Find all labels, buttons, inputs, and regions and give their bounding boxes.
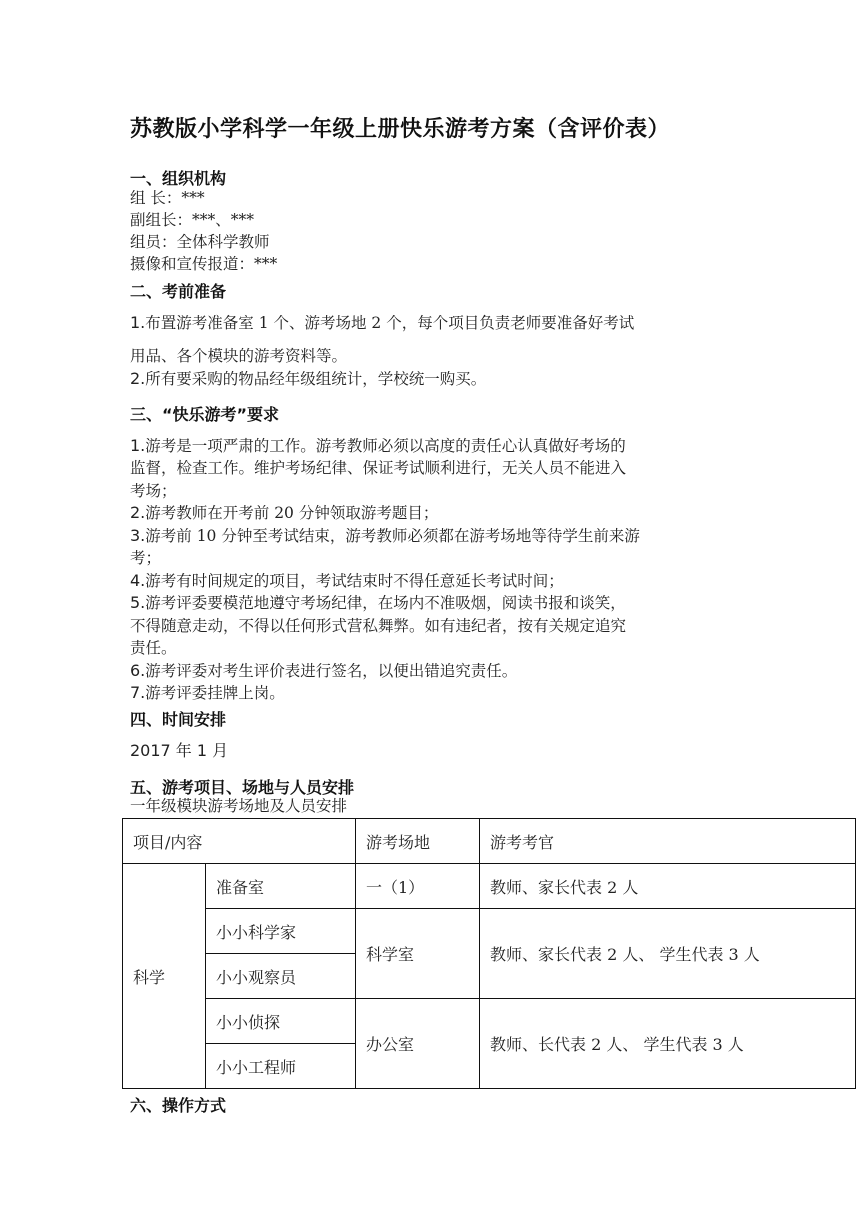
examiner-cell: 教师、家长代表 2 人 bbox=[480, 864, 856, 909]
prep-item-2-number: 2. bbox=[130, 369, 146, 388]
item-cell: 小小工程师 bbox=[206, 1044, 356, 1089]
prep-item-1-text: 布置游考准备室 1 个、游考场地 2 个，每个项目负责老师要准备好考试 bbox=[145, 314, 635, 332]
table-caption: 一年级模块游考场地及人员安排 bbox=[130, 797, 348, 815]
req-item-5-line-2: 不得随意走动，不得以任何形式营私舞弊。如有违纪者，按有关规定追究 bbox=[130, 617, 627, 635]
req-item-5 bbox=[130, 592, 740, 614]
req-item-6 bbox=[130, 660, 740, 682]
section-heading-preparation: 二、考前准备 bbox=[130, 282, 227, 301]
table-row bbox=[123, 864, 856, 909]
section-heading-organization: 一、组织机构 bbox=[130, 169, 227, 188]
req-item-6-number: 6. bbox=[130, 661, 146, 680]
schedule-date: 2017 年 1 月 bbox=[130, 741, 229, 760]
req-item-1-number: 1. bbox=[130, 436, 146, 455]
section-heading-schedule: 四、时间安排 bbox=[130, 710, 227, 729]
header-item-content: 项目/内容 bbox=[123, 819, 356, 864]
header-examiner: 游考考官 bbox=[480, 819, 856, 864]
req-item-7 bbox=[130, 682, 740, 704]
table-row bbox=[123, 999, 856, 1044]
req-item-2 bbox=[130, 502, 740, 524]
item-cell: 小小观察员 bbox=[206, 954, 356, 999]
examiner-cell: 教师、长代表 2 人、 学生代表 3 人 bbox=[480, 999, 856, 1089]
req-item-4-text: 游考有时间规定的项目，考试结束时不得任意延长考试时间； bbox=[145, 572, 564, 590]
arrangement-table bbox=[122, 818, 856, 1089]
req-item-5-text: 游考评委要模范地遵守考场纪律，在场内不准吸烟，阅读书报和谈笑， bbox=[145, 594, 626, 612]
section-heading-arrangement: 五、游考项目、场地与人员安排 bbox=[130, 778, 355, 797]
req-item-6-text: 游考评委对考生评价表进行签名，以便出错追究责任。 bbox=[145, 662, 518, 680]
prep-item-1 bbox=[130, 312, 740, 334]
req-item-4 bbox=[130, 570, 740, 592]
req-item-7-number: 7. bbox=[130, 683, 146, 702]
header-venue: 游考场地 bbox=[356, 819, 480, 864]
venue-cell: 科学室 bbox=[356, 909, 480, 999]
req-item-1-text: 游考是一项严肃的工作。游考教师必须以高度的责任心认真做好考场的 bbox=[145, 437, 626, 455]
org-media-line: 摄像和宣传报道：*** bbox=[130, 255, 278, 273]
examiner-cell: 教师、家长代表 2 人、 学生代表 3 人 bbox=[480, 909, 856, 999]
req-item-7-text: 游考评委挂牌上岗。 bbox=[145, 684, 285, 702]
venue-cell: 办公室 bbox=[356, 999, 480, 1089]
req-item-5-line-3: 责任。 bbox=[130, 639, 177, 657]
req-item-2-text: 游考教师在开考前 20 分钟领取游考题目； bbox=[145, 504, 439, 522]
section-heading-requirements: 三、“快乐游考”要求 bbox=[130, 405, 280, 424]
req-item-3-text: 游考前 10 分钟至考试结束，游考教师必须都在游考场地等待学生前来游 bbox=[145, 527, 640, 545]
table-row bbox=[123, 909, 856, 954]
table-header-row bbox=[123, 819, 856, 864]
venue-cell: 一（1） bbox=[356, 864, 480, 909]
prep-item-1-continued: 用品、各个模块的游考资料等。 bbox=[130, 347, 348, 365]
prep-item-2-text: 所有要采购的物品经年级组统计，学校统一购买。 bbox=[145, 370, 487, 388]
req-item-1 bbox=[130, 435, 740, 457]
req-item-3-number: 3. bbox=[130, 526, 146, 545]
prep-item-2 bbox=[130, 368, 740, 390]
subject-cell: 科学 bbox=[123, 864, 206, 1089]
req-item-5-number: 5. bbox=[130, 593, 146, 612]
org-deputy-line: 副组长：***、*** bbox=[130, 211, 255, 229]
prep-item-1-number: 1. bbox=[130, 313, 146, 332]
req-item-3-line-2: 考； bbox=[130, 549, 162, 567]
item-cell: 小小科学家 bbox=[206, 909, 356, 954]
req-item-1-line-2: 监督，检查工作。维护考场纪律、保证考试顺利进行，无关人员不能进入 bbox=[130, 459, 627, 477]
section-heading-operation: 六、操作方式 bbox=[130, 1096, 227, 1115]
item-cell: 小小侦探 bbox=[206, 999, 356, 1044]
req-item-1-line-3: 考场； bbox=[130, 482, 177, 500]
page-title: 苏教版小学科学一年级上册快乐游考方案（含评价表） bbox=[130, 117, 671, 142]
org-members-line: 组员：全体科学教师 bbox=[130, 233, 270, 251]
org-leader-line: 组 长：*** bbox=[130, 189, 205, 207]
item-cell: 准备室 bbox=[206, 864, 356, 909]
req-item-4-number: 4. bbox=[130, 571, 146, 590]
req-item-3 bbox=[130, 525, 740, 547]
req-item-2-number: 2. bbox=[130, 503, 146, 522]
